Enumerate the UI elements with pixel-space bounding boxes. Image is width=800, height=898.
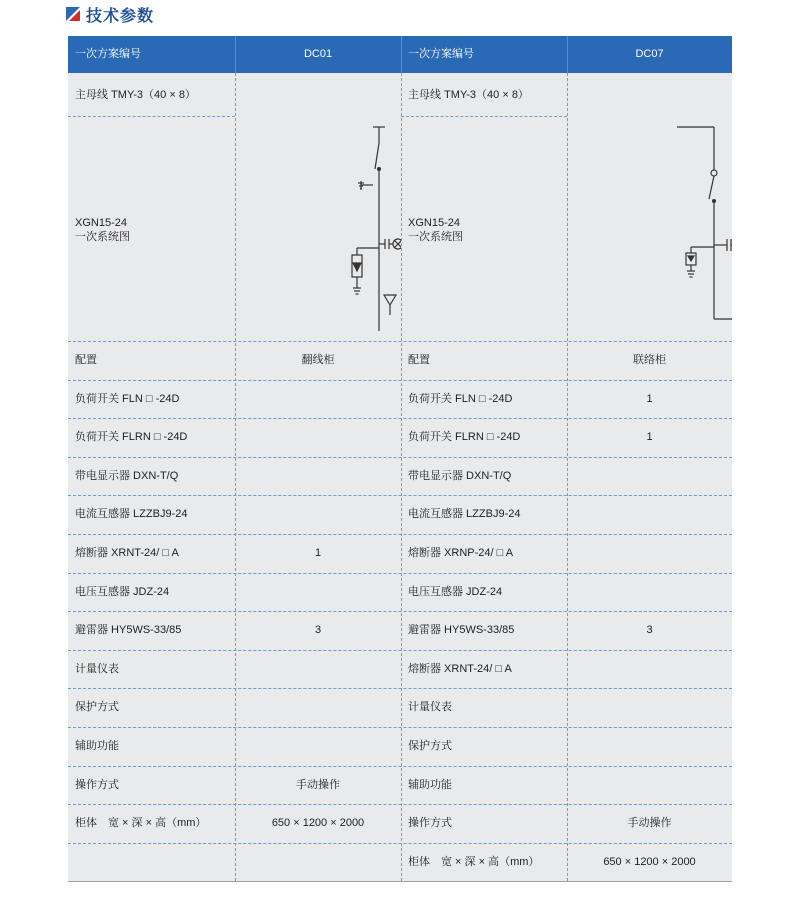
row-value-left: 650 × 1200 × 2000 (271, 817, 365, 830)
row-value-right (567, 573, 732, 612)
row-label-left: 辅助功能 (75, 740, 119, 752)
model-name-left: XGN15-24 (75, 217, 127, 229)
row-label-right: 熔断器 XRNP-24/ □ A (408, 547, 514, 559)
row-value-left (235, 843, 401, 882)
row-value-right (567, 457, 732, 496)
row-value-right (567, 688, 732, 727)
row-value-right: 650 × 1200 × 2000 (603, 855, 696, 868)
row-value-left (235, 688, 401, 727)
row-label-right: 配置 (408, 354, 430, 366)
row-value-left (235, 380, 401, 419)
row-label-right: 避雷器 HY5WS-33/85 (408, 624, 515, 637)
spec-table (68, 36, 732, 882)
row-value-left: 翻线柜 (301, 354, 335, 366)
diagram-label-left: 一次系统图 (75, 231, 130, 243)
single-line-diagram-dc07 (567, 73, 732, 341)
row-label-left: 熔断器 XRNT-24/ □ A (75, 547, 179, 559)
row-value-right (567, 650, 732, 689)
busbar-label-right: 主母线 TMY-3（40 × 8） (408, 89, 529, 101)
row-value-left: 手动操作 (296, 778, 340, 791)
row-value-right (567, 766, 732, 805)
row-label-right: 电压互感器 JDZ-24 (408, 585, 503, 598)
header-scheme-label-left: 一次方案编号 (75, 48, 141, 60)
row-value-right: 手动操作 (627, 817, 672, 830)
row-label-left: 负荷开关 FLRN □ -24D (75, 431, 188, 444)
row-label-right: 电流互感器 LZZBJ9-24 (408, 508, 521, 521)
row-label-right: 计量仪表 (408, 701, 452, 714)
row-label-right: 保护方式 (408, 740, 452, 752)
row-label-right: 带电显示器 DXN-T/Q (408, 469, 512, 482)
row-label-left: 保护方式 (75, 701, 119, 714)
row-label-right: 熔断器 XRNT-24/ □ A (408, 662, 512, 675)
row-value-left (235, 418, 401, 457)
row-label-right: 负荷开关 FLRN □ -24D (408, 431, 521, 444)
row-value-right: 3 (646, 624, 653, 637)
busbar-label-left: 主母线 TMY-3（40 × 8） (75, 89, 196, 101)
diagram-label-right: 一次系统图 (408, 231, 463, 243)
row-value-right (567, 727, 732, 766)
header-scheme-code-left: DC01 (303, 48, 333, 60)
row-value-left: 1 (314, 547, 322, 559)
single-line-diagram-dc01 (235, 73, 401, 341)
row-label-left: 电压互感器 JDZ-24 (75, 585, 170, 598)
brand-logo-icon (66, 7, 80, 21)
row-value-left (235, 727, 401, 766)
row-label-left: 操作方式 (75, 778, 119, 791)
row-label-right: 柜体 宽 × 深 × 高（mm） (408, 855, 540, 868)
model-cell-left (68, 216, 235, 244)
row-label-left: 柜体 宽 × 深 × 高（mm） (75, 817, 207, 830)
model-cell-right (401, 216, 567, 244)
row-value-right (567, 534, 732, 573)
row-value-right: 1 (646, 392, 653, 405)
section-title-text: 技术参数 (86, 7, 155, 25)
row-value-left: 3 (314, 624, 322, 637)
table-header (68, 36, 732, 73)
row-value-left (235, 650, 401, 689)
row-value-right (567, 495, 732, 534)
row-value-right: 联络柜 (633, 354, 666, 366)
row-value-left (235, 573, 401, 612)
row-label-left: 电流互感器 LZZBJ9-24 (75, 508, 188, 521)
row-label-right: 操作方式 (408, 817, 452, 830)
model-name-right: XGN15-24 (408, 217, 460, 229)
row-label-left (68, 843, 235, 882)
row-label-left: 计量仪表 (75, 662, 119, 675)
header-scheme-label-right: 一次方案编号 (408, 48, 474, 60)
row-value-left (235, 495, 401, 534)
header-scheme-code-right: DC07 (635, 48, 664, 60)
row-label-left: 避雷器 HY5WS-33/85 (75, 624, 182, 637)
row-label-left: 带电显示器 DXN-T/Q (75, 469, 179, 482)
row-label-left: 负荷开关 FLN □ -24D (75, 392, 180, 405)
row-label-right: 辅助功能 (408, 778, 452, 791)
row-value-right: 1 (646, 431, 653, 444)
row-label-left: 配置 (75, 354, 97, 366)
row-label-right: 负荷开关 FLN □ -24D (408, 392, 513, 405)
section-title (66, 2, 154, 26)
row-value-left (235, 457, 401, 496)
